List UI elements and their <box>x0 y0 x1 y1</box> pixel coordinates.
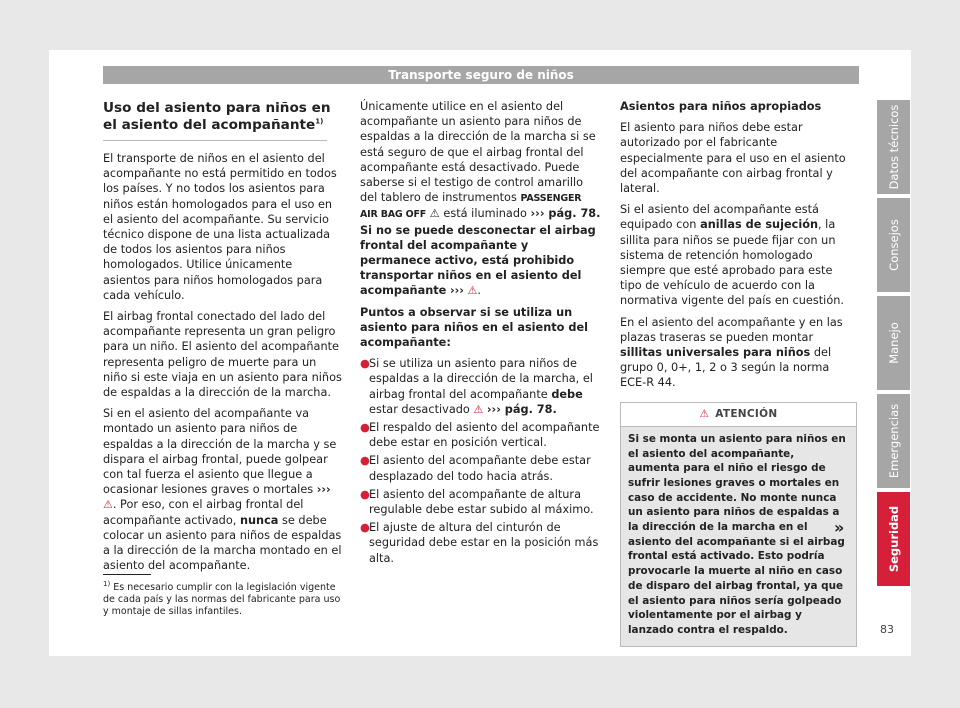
title-divider <box>103 140 327 141</box>
bullet-icon: ● <box>360 487 370 501</box>
text: El ajuste de altura del cinturón de seguridad debe estar en la posición más alta. <box>369 521 599 565</box>
paragraph <box>103 406 343 573</box>
paragraph: Únicamente utilice en el asiento del acompañante un asiento para niños de espaldas a la dirección de la marcha si se está seguro de que el airbag frontal del acompañante está desactivado. Puede saberse si el testigo de control amarillo del tablero de instrumentos PASSENGER AIR BAG OFF ⚠ está iluminado ››› pág. 78. Si no se puede desconectar el airbag frontal del acompañante y permanece activo, está prohibido transportar niños en el asiento del acompañante ››› ⚠. <box>360 100 601 298</box>
attention-header <box>621 403 856 427</box>
tab-emergencias[interactable] <box>877 394 910 488</box>
tab-manejo[interactable] <box>877 296 910 390</box>
text: Si en el asiento del acompañante va montado un asiento para niños de espaldas a la dirección de la marcha y se dispara el airbag frontal, puede golpear con tal fuerza el asiento que llegue a ocasionar lesiones graves o mortales <box>103 407 337 497</box>
text: El respaldo del asiento del acompañante debe estar en posición vertical. <box>369 421 600 450</box>
cross-ref-arrow[interactable]: ››› <box>449 284 464 298</box>
paragraph <box>620 315 857 391</box>
bold-text: Si no se puede desconectar el airbag frontal del acompañante y permanece activo, está prohibido transportar niños en el asiento del acompañante <box>360 223 596 298</box>
page-header-bar: Transporte seguro de niños <box>103 66 859 84</box>
tab-label: Datos técnicos <box>886 104 901 190</box>
airbag-off-indicator: PASSENGER AIR BAG OFF <box>360 193 582 221</box>
bold-text: debe <box>551 387 583 401</box>
footnote-mark: 1) <box>103 579 111 588</box>
list-item <box>360 453 602 483</box>
tab-label: Seguridad <box>886 505 901 573</box>
warning-icon: ⚠ <box>699 407 710 420</box>
text: del grupo 0, 0+, 1, 2 o 3 según la norma ECE-R 44. <box>620 346 832 390</box>
page-number: 83 <box>880 623 894 636</box>
text: , la sillita para niños se puede fijar con un sistema de retención homologado siempre que esté aprobado para este tipo de vehículo de acuerdo con la normativa vigente del país en cuestión. <box>620 218 844 308</box>
bullet-icon: ● <box>360 357 370 371</box>
warning-icon: ⚠ <box>467 284 478 298</box>
column-left <box>103 100 343 579</box>
text: estar desactivado <box>369 402 470 416</box>
tab-label: Consejos <box>886 219 901 271</box>
warning-icon: ⚠ <box>103 498 113 512</box>
bullet-icon: ● <box>360 421 370 435</box>
bullet-icon: ● <box>360 521 370 535</box>
list-item <box>360 356 602 417</box>
tab-consejos[interactable] <box>877 198 910 292</box>
text: se debe colocar un asiento para niños de espaldas a la dirección de la marcha montado en el asiento del acompañante. <box>103 513 342 573</box>
attention-title: ATENCIÓN <box>715 407 778 420</box>
footnote <box>103 579 348 618</box>
list-item <box>360 520 602 566</box>
text: El asiento del acompañante debe estar desplazado del todo hacia atrás. <box>369 454 591 483</box>
tab-label: Manejo <box>886 322 901 364</box>
section-title <box>103 100 343 140</box>
bold-text: anillas de sujeción <box>700 218 818 232</box>
paragraph: El transporte de niños en el asiento del acompañante no está permitido en todos los países. Y no todos los asientos para niños están homologados para el uso en el asiento del acompañante. Su servicio técnico dispone de una lista actualizada de todos los asientos para niños homologados. Utilice únicamente asientos para niños homologados para cada vehículo. <box>103 152 337 302</box>
footnote-text: Es necesario cumplir con la legislación vigente de cada país y las normas del fabricante para uso y montaje de sillas infantiles. <box>103 582 341 617</box>
list-item <box>360 420 602 450</box>
text: Si se utiliza un asiento para niños de espaldas a la dirección de la marcha, el airbag frontal del acompañante <box>369 357 593 401</box>
subheading: Asientos para niños apropiados <box>620 100 822 113</box>
text: Únicamente utilice en el asiento del acompañante un asiento para niños de espaldas a la dirección de la marcha si se está seguro de que el airbag frontal del acompañante está desactivado. Puede saberse si el testigo de control amarillo del tablero de instrumentos <box>360 100 596 205</box>
attention-body: Si se monta un asiento para niños en el asiento del acompañante, aumenta para el niño el riesgo de sufrir lesiones graves o mortales en caso de accidente. No monte nunca un asiento para niños de espaldas a la dirección de la marcha en el asiento del acompañante si el airbag frontal está activado. Esto podría provocarle la muerte al niño en caso de disparo del airbag frontal, ya que el asiento para niños sería golpeado violentamente por el airbag y lanzado contra el respaldo. <box>621 427 856 646</box>
continue-arrow-icon: » <box>834 518 845 537</box>
text: En el asiento del acompañante y en las plazas traseras se pueden montar <box>620 315 843 344</box>
paragraph: El airbag frontal conectado del lado del acompañante representa un gran peligro para un niño. El asiento del acompañante representa peligro de muerte para un niño si este viaja en un asiento para niños de espaldas a la dirección de la marcha. <box>103 310 342 400</box>
warning-icon: ⚠ <box>473 402 484 416</box>
attention-box <box>620 402 857 647</box>
bullet-icon: ● <box>360 454 370 468</box>
text: El asiento del acompañante de altura regulable debe estar subido al máximo. <box>369 487 594 517</box>
tab-label: Emergencias <box>886 403 901 479</box>
paragraph <box>620 202 857 308</box>
tab-datos-tecnicos[interactable] <box>877 100 910 194</box>
text: . Por eso, con el airbag frontal del acompañante activado, <box>103 498 304 527</box>
cross-ref-link[interactable]: ››› pág. 78. <box>530 207 601 221</box>
list-item <box>360 487 602 517</box>
text: Si el asiento del acompañante está equipado con <box>620 203 819 232</box>
footnote-ref: 1) <box>315 117 324 126</box>
column-right <box>620 99 857 647</box>
column-middle <box>360 99 602 569</box>
bold-text: nunca <box>239 513 279 527</box>
cross-ref-arrow[interactable]: ››› <box>316 483 331 497</box>
footnote-divider <box>103 574 151 575</box>
airbag-off-icon: ⚠ <box>429 207 440 221</box>
section-title-text: Uso del asiento para niños en el asiento del acompañante <box>103 100 331 133</box>
text: está iluminado <box>443 207 527 221</box>
subheading: Puntos a observar si se utiliza un asiento para niños en el asiento del acompañante: <box>360 305 588 350</box>
paragraph: El asiento para niños debe estar autorizado por el fabricante especialmente para el uso en el asiento del acompañante con airbag frontal y lateral. <box>620 121 846 196</box>
bold-text: sillitas universales para niños <box>620 346 811 360</box>
tab-seguridad[interactable] <box>877 492 910 586</box>
cross-ref-link[interactable]: ››› pág. 78. <box>486 402 557 416</box>
